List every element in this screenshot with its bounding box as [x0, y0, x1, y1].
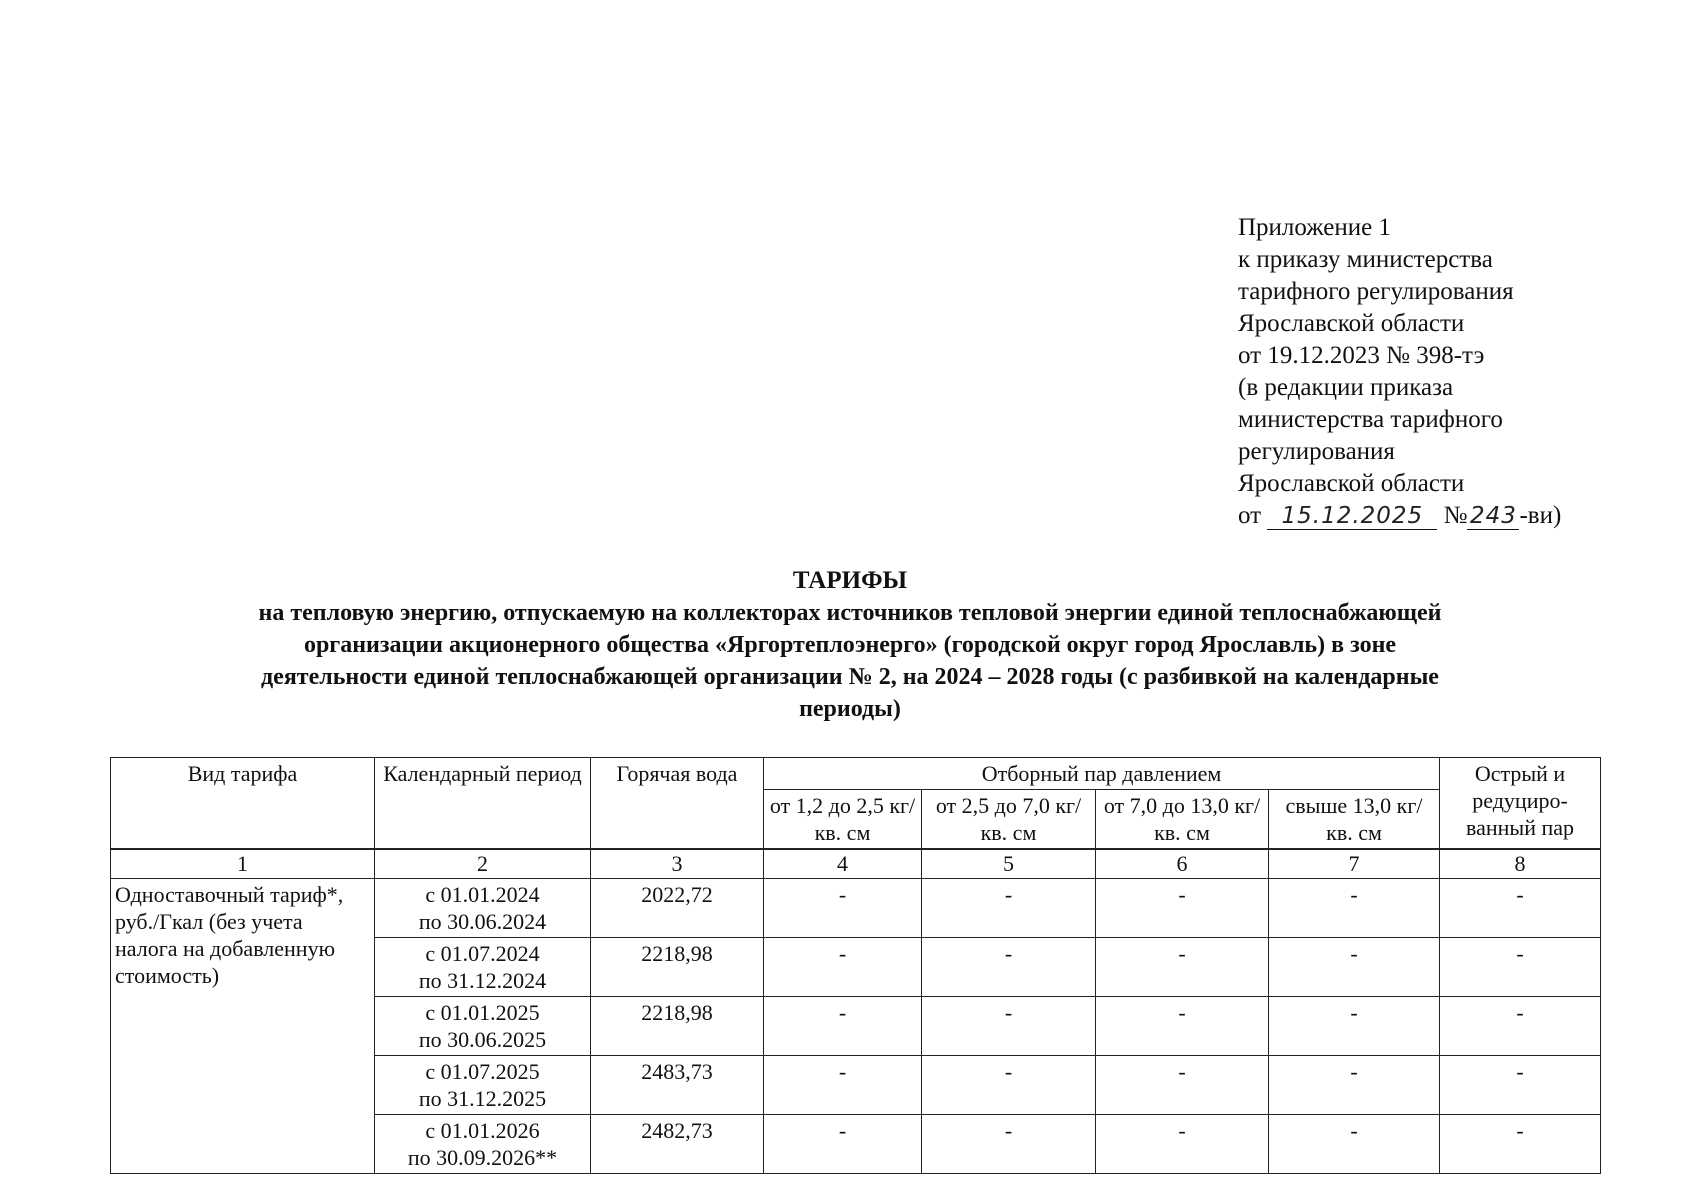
- period-from: с 01.01.2026: [425, 1118, 540, 1143]
- header-steam-4: свыше 13,0 кг/ кв. см: [1269, 790, 1440, 850]
- column-number: 6: [1096, 849, 1269, 879]
- steam-1-value: -: [764, 879, 922, 938]
- period-from: с 01.01.2024: [425, 882, 540, 907]
- period-from: с 01.07.2025: [425, 1059, 540, 1084]
- appendix-line: регулирования: [1238, 438, 1395, 465]
- column-number: 5: [922, 849, 1096, 879]
- header-period: Календарный период: [375, 758, 591, 850]
- document-title: [100, 565, 1600, 725]
- sharp-steam-value: -: [1440, 938, 1601, 997]
- steam-2-value: -: [922, 1115, 1096, 1174]
- header-hot-water: Горячая вода: [591, 758, 764, 850]
- appendix-line: от 19.12.2023 № 398-тэ: [1238, 342, 1485, 369]
- column-number-row: [111, 849, 1601, 879]
- handwritten-date: 15.12.2025: [1267, 503, 1437, 530]
- sharp-steam-value: -: [1440, 1056, 1601, 1115]
- steam-2-value: -: [922, 879, 1096, 938]
- sharp-steam-value: -: [1440, 1115, 1601, 1174]
- sharp-steam-value: -: [1440, 997, 1601, 1056]
- steam-3-value: -: [1096, 1056, 1269, 1115]
- column-number: 2: [375, 849, 591, 879]
- column-number: 7: [1269, 849, 1440, 879]
- subtitle-line: на тепловую энергию, отпускаемую на коллекторах источников тепловой энергии единой теплоснабжающей: [258, 600, 1442, 626]
- appendix-line: Ярославской области: [1238, 470, 1465, 497]
- period-from: с 01.07.2024: [425, 941, 540, 966]
- steam-4-value: -: [1269, 997, 1440, 1056]
- steam-1-value: -: [764, 938, 922, 997]
- period-to: по 30.06.2024: [418, 909, 547, 934]
- column-number: 8: [1440, 849, 1601, 879]
- period-to: по 30.06.2025: [418, 1027, 547, 1052]
- appendix-line: Приложение 1: [1238, 214, 1391, 241]
- period-cell: [375, 997, 591, 1056]
- subtitle-line: периоды): [799, 696, 901, 722]
- period-to: по 31.12.2025: [418, 1086, 547, 1111]
- title-main: ТАРИФЫ: [792, 567, 908, 594]
- steam-2-value: -: [922, 938, 1096, 997]
- period-cell: [375, 879, 591, 938]
- header-steam-group: Отборный пар давлением: [764, 758, 1440, 790]
- appendix-line: к приказу министерства: [1238, 246, 1493, 273]
- amendment-suffix: -ви): [1519, 502, 1562, 529]
- period-to: по 31.12.2024: [418, 968, 547, 993]
- column-number: 4: [764, 849, 922, 879]
- number-sign: №: [1443, 502, 1468, 529]
- steam-4-value: -: [1269, 879, 1440, 938]
- steam-1-value: -: [764, 1115, 922, 1174]
- column-number: 3: [591, 849, 764, 879]
- appendix-header: [1238, 212, 1658, 532]
- column-number: 1: [111, 849, 375, 879]
- steam-1-value: -: [764, 997, 922, 1056]
- period-to: по 30.09.2026**: [407, 1145, 558, 1170]
- header-steam-2: от 2,5 до 7,0 кг/ кв. см: [922, 790, 1096, 850]
- hot-water-value: 2218,98: [591, 997, 764, 1056]
- subtitle-line: организации акционерного общества «Яргортеплоэнерго» (городской округ город Ярославль) в зоне: [303, 632, 1397, 658]
- steam-2-value: -: [922, 997, 1096, 1056]
- header-kind: Вид тарифа: [111, 758, 375, 850]
- subtitle-line: деятельности единой теплоснабжающей организации № 2, на 2024 – 2028 годы (с разбивкой на календарные: [261, 664, 1439, 690]
- appendix-line: тарифного регулирования: [1238, 278, 1514, 305]
- hot-water-value: 2218,98: [591, 938, 764, 997]
- tariff-kind-cell: Одноставочный тариф*, руб./Гкал (без учета налога на добавленную стоимость): [111, 879, 375, 1174]
- amendment-prefix: от: [1238, 502, 1262, 529]
- steam-3-value: -: [1096, 938, 1269, 997]
- header-steam-1: от 1,2 до 2,5 кг/ кв. см: [764, 790, 922, 850]
- steam-4-value: -: [1269, 938, 1440, 997]
- tariff-table: [110, 757, 1601, 1174]
- period-cell: [375, 938, 591, 997]
- appendix-line: Ярославской области: [1238, 310, 1465, 337]
- hot-water-value: 2482,73: [591, 1115, 764, 1174]
- hot-water-value: 2022,72: [591, 879, 764, 938]
- sharp-steam-value: -: [1440, 879, 1601, 938]
- appendix-amendment-line: [1238, 500, 1658, 532]
- period-cell: [375, 1056, 591, 1115]
- header-sharp-steam: Острый и редуциро-ванный пар: [1440, 758, 1601, 850]
- steam-4-value: -: [1269, 1056, 1440, 1115]
- hot-water-value: 2483,73: [591, 1056, 764, 1115]
- steam-1-value: -: [764, 1056, 922, 1115]
- steam-3-value: -: [1096, 1115, 1269, 1174]
- appendix-line: (в редакции приказа: [1238, 374, 1454, 401]
- period-cell: [375, 1115, 591, 1174]
- appendix-line: министерства тарифного: [1238, 406, 1503, 433]
- steam-3-value: -: [1096, 997, 1269, 1056]
- steam-2-value: -: [922, 1056, 1096, 1115]
- handwritten-number: 243: [1467, 503, 1519, 530]
- table-row: [111, 879, 1601, 938]
- steam-4-value: -: [1269, 1115, 1440, 1174]
- steam-3-value: -: [1096, 879, 1269, 938]
- header-steam-3: от 7,0 до 13,0 кг/ кв. см: [1096, 790, 1269, 850]
- period-from: с 01.01.2025: [425, 1000, 540, 1025]
